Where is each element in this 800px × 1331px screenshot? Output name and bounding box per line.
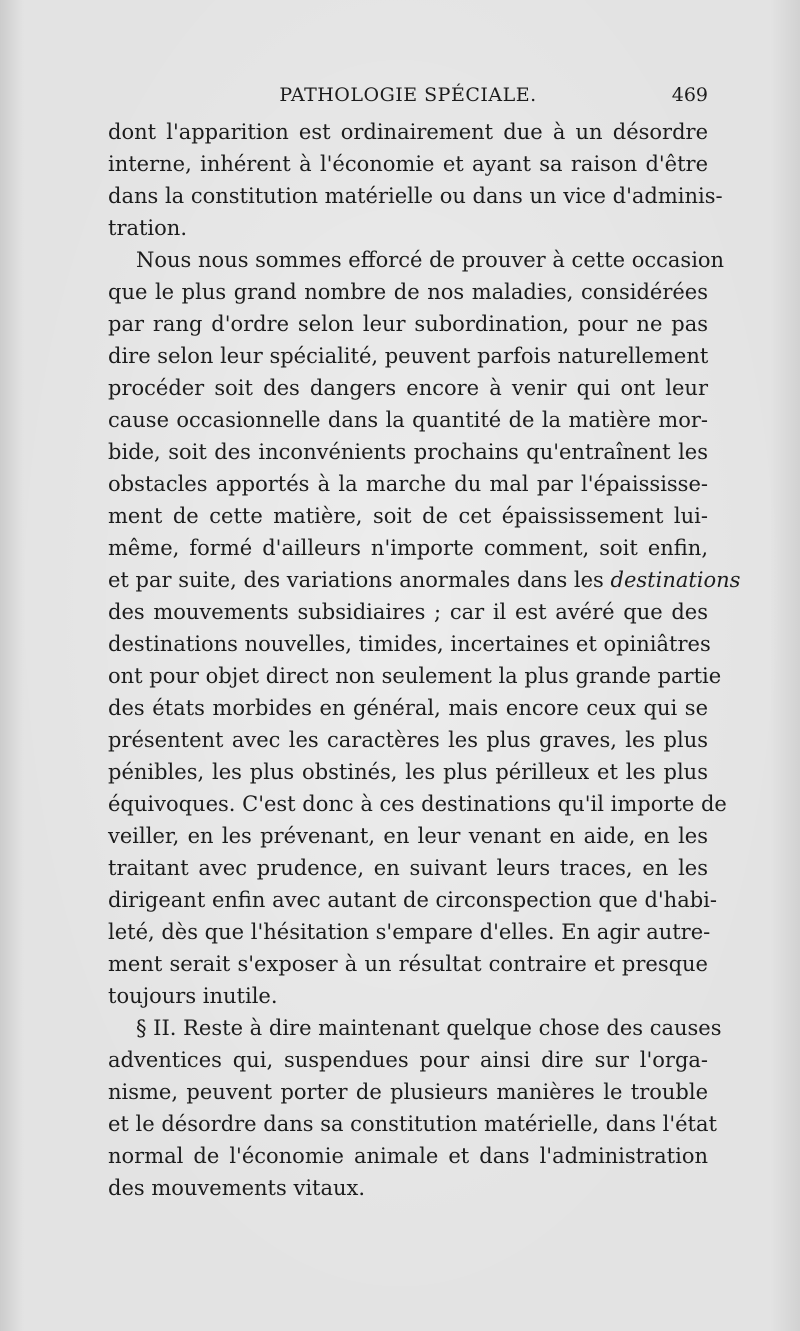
page-header [108, 84, 708, 116]
text-line: pénibles, les plus obstinés, les plus périlleux et les plus [108, 760, 708, 784]
page-number: 469 [671, 84, 708, 106]
text-line: bide, soit des inconvénients prochains qu'entraînent les [108, 440, 708, 464]
text-line: dont l'apparition est ordinairement due à un désordre [108, 120, 708, 144]
text-line: toujours inutile. [108, 984, 278, 1008]
text-segment: et par suite, des variations anormales dans les [108, 568, 611, 592]
text-line: par rang d'ordre selon leur subordination, pour ne pas [108, 312, 708, 336]
text-line: normal de l'économie animale et dans l'administration [108, 1144, 708, 1168]
text-line: ont pour objet direct non seulement la plus grande partie [108, 664, 722, 688]
text-line: présentent avec les caractères les plus graves, les plus [108, 728, 708, 752]
text-line: dirigeant enfin avec autant de circonspection que d'habi- [108, 888, 717, 912]
text-line: même, formé d'ailleurs n'importe comment, soit enfin, [108, 536, 708, 560]
text-line: traitant avec prudence, en suivant leurs traces, en les [108, 856, 708, 880]
text-line: des mouvements vitaux. [108, 1176, 366, 1200]
text-line: tration. [108, 216, 187, 240]
text-line: obstacles apportés à la marche du mal par l'épaississe- [108, 472, 708, 496]
text-line: ment de cette matière, soit de cet épaississement lui- [108, 504, 708, 528]
body-text [108, 116, 741, 1204]
running-title: PATHOLOGIE SPÉCIALE. [279, 84, 537, 106]
text-line: cause occasionnelle dans la quantité de la matière mor- [108, 408, 708, 432]
italic-word: destinations [610, 568, 741, 592]
text-line: ment serait s'exposer à un résultat contraire et presque [108, 952, 708, 976]
text-line: Nous nous sommes efforcé de prouver à cette occasion [136, 248, 725, 272]
text-line: des mouvements subsidiaires ; car il est avéré que des [108, 600, 708, 624]
text-line: adventices qui, suspendues pour ainsi dire sur l'orga- [108, 1048, 708, 1072]
text-line: destinations nouvelles, timides, incertaines et opiniâtres [108, 632, 711, 656]
text-line [108, 564, 741, 596]
text-line: veiller, en les prévenant, en leur venant en aide, en les [108, 824, 708, 848]
text-line: que le plus grand nombre de nos maladies, considérées [108, 280, 708, 304]
text-line: dans la constitution matérielle ou dans un vice d'adminis- [108, 184, 723, 208]
text-line: § II. Reste à dire maintenant quelque chose des causes [136, 1016, 722, 1040]
text-line: nisme, peuvent porter de plusieurs manières le trouble [108, 1080, 708, 1104]
text-line: leté, dès que l'hésitation s'empare d'elles. En agir autre- [108, 920, 711, 944]
text-line: et le désordre dans sa constitution matérielle, dans l'état [108, 1112, 717, 1136]
text-line: des états morbides en général, mais encore ceux qui se [108, 696, 708, 720]
text-line: procéder soit des dangers encore à venir qui ont leur [108, 376, 708, 400]
text-line: dire selon leur spécialité, peuvent parfois naturellement [108, 344, 709, 368]
text-line: équivoques. C'est donc à ces destinations qu'il importe de [108, 792, 727, 816]
text-line: interne, inhérent à l'économie et ayant sa raison d'être [108, 152, 708, 176]
